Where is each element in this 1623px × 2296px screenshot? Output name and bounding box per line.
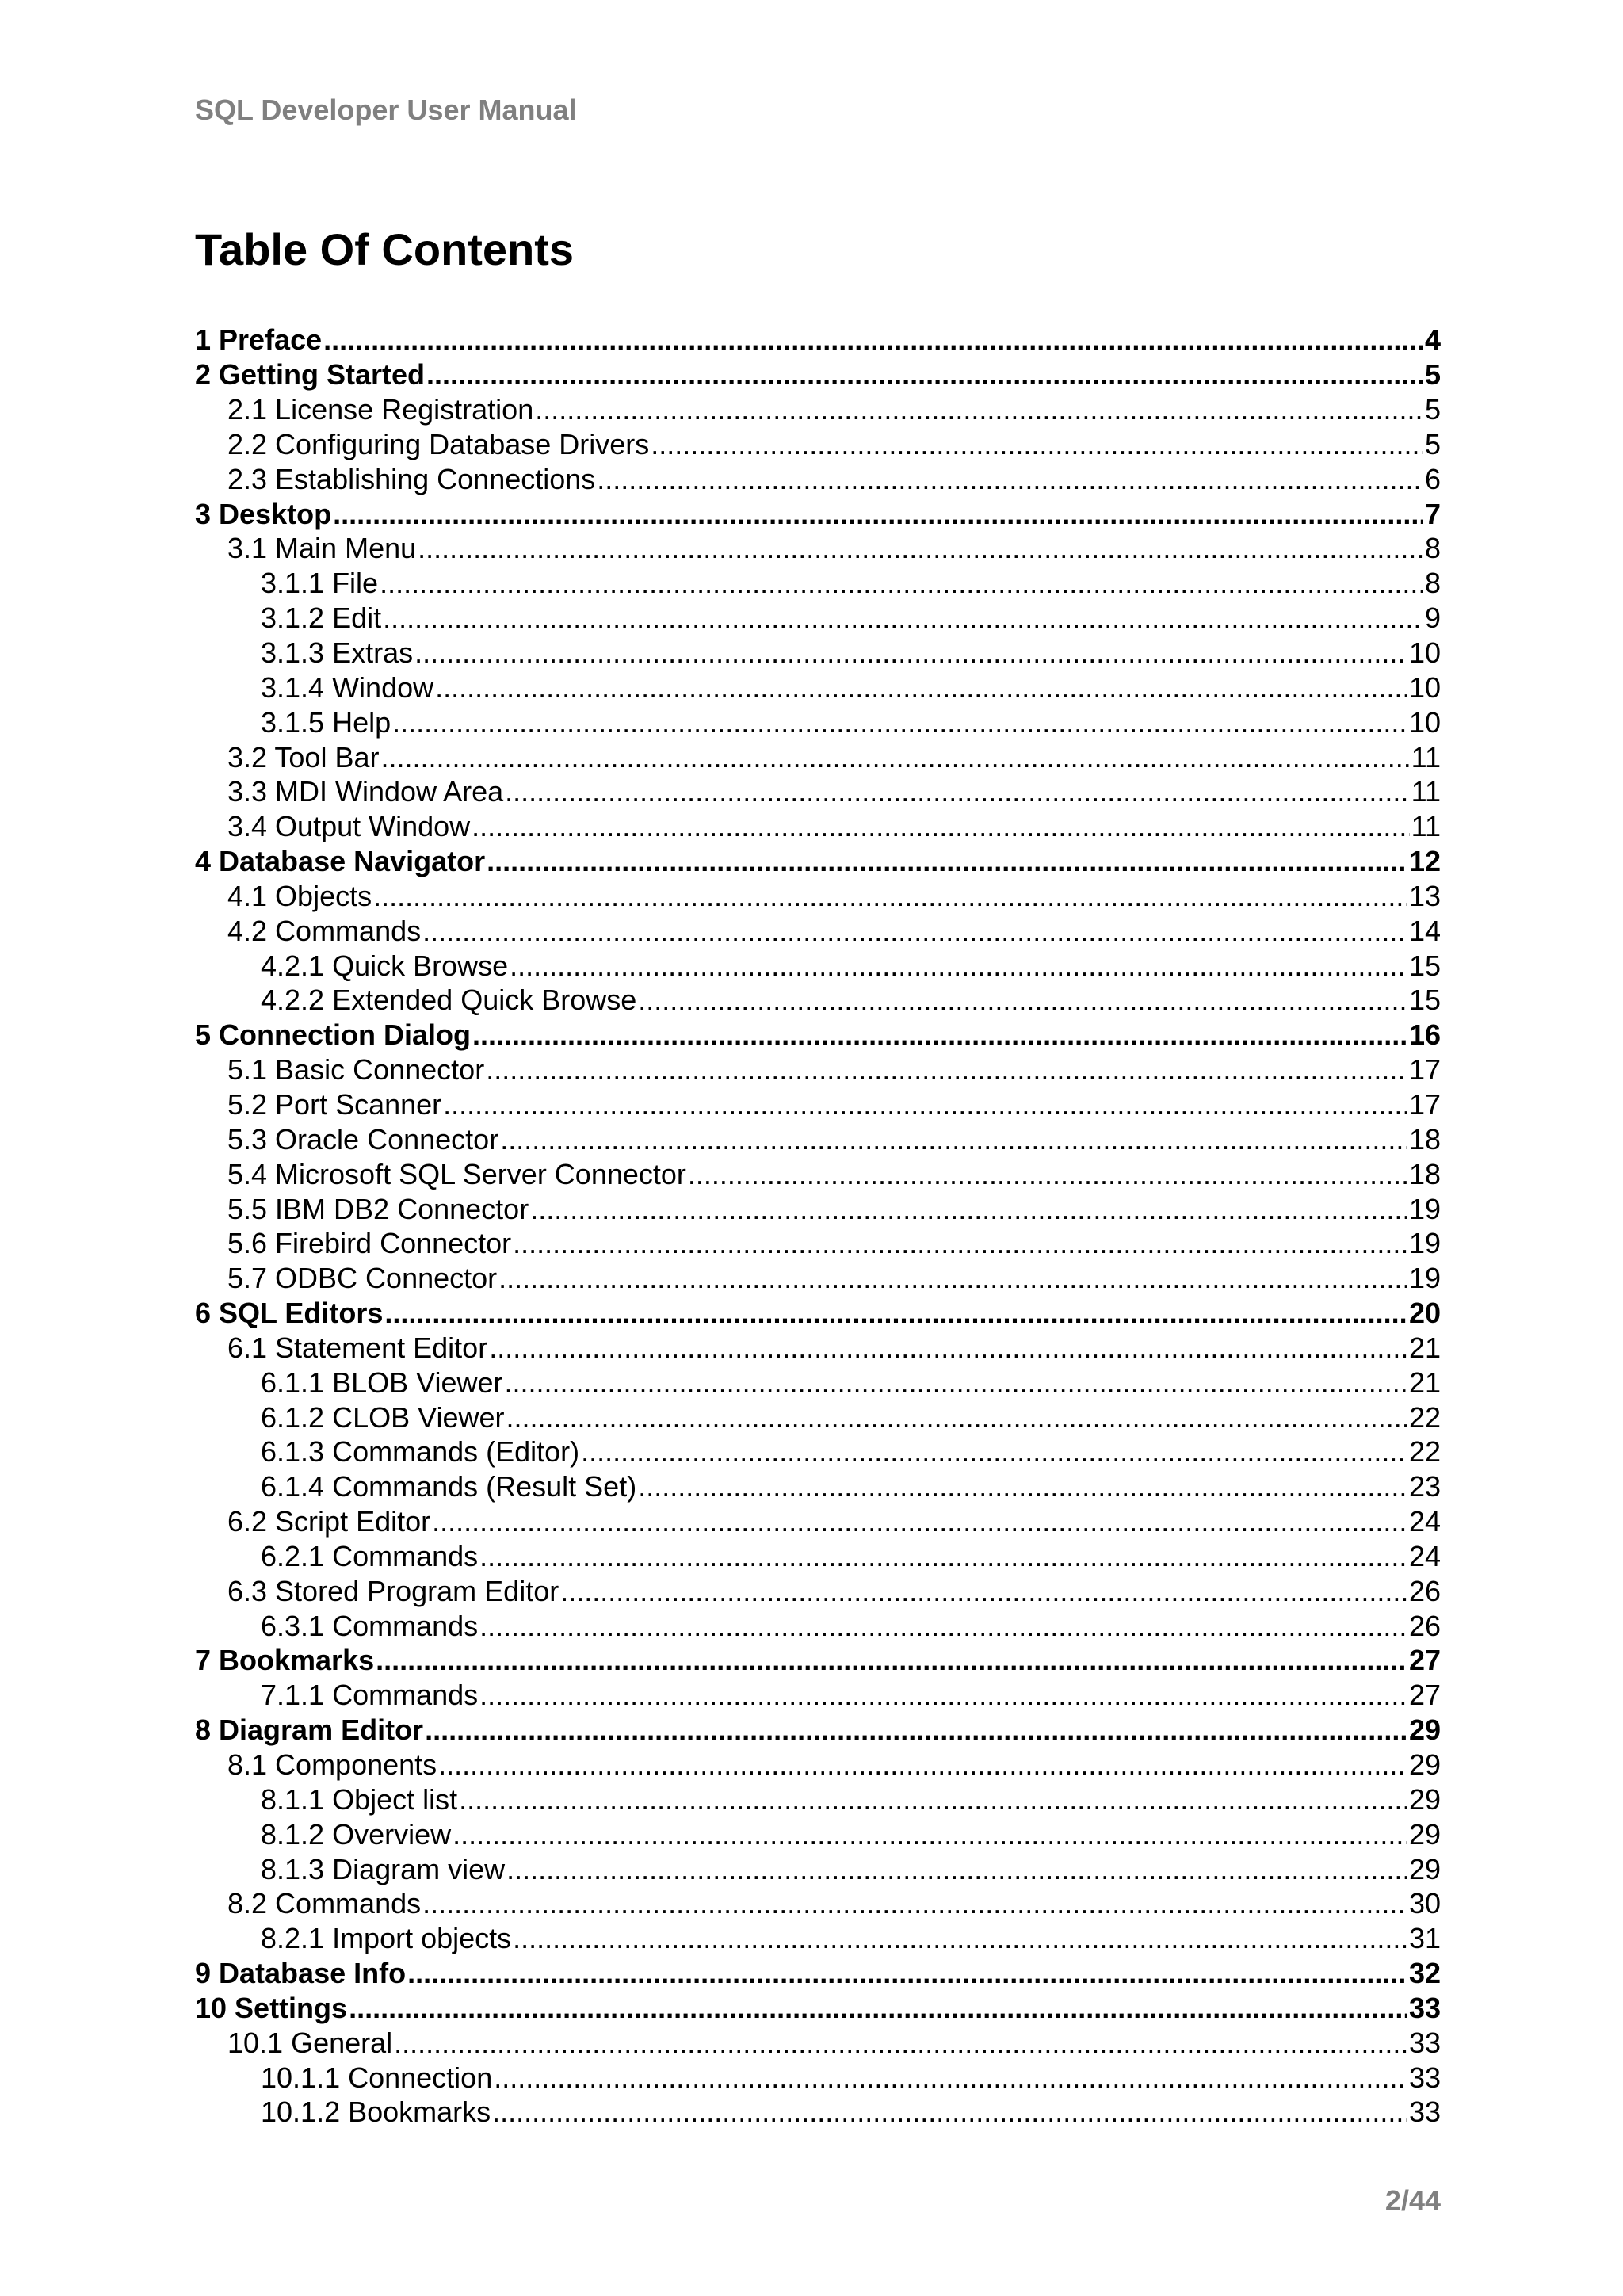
toc-dot-leader — [506, 1852, 1407, 1886]
toc-entry[interactable] — [195, 1018, 1441, 1052]
toc-entry-label: 3.1.3 Extras — [261, 636, 414, 670]
toc-entry-label: 6.2.1 Commands — [261, 1539, 479, 1572]
toc-entry-label: 5.1 Basic Connector — [227, 1053, 485, 1087]
toc-entry[interactable] — [195, 1956, 1441, 1991]
toc-entry-label: 3.1.2 Edit — [261, 602, 382, 635]
toc-entry-page: 33 — [1408, 1991, 1441, 2024]
toc-entry[interactable] — [195, 2060, 1441, 2095]
toc-entry[interactable] — [195, 1539, 1441, 1574]
toc-dot-leader — [505, 774, 1409, 808]
toc-dot-leader — [425, 1713, 1407, 1747]
toc-entry[interactable] — [195, 1121, 1441, 1156]
toc-entry-label: 6.3 Stored Program Editor — [227, 1574, 559, 1607]
toc-entry-page: 17 — [1408, 1087, 1441, 1121]
toc-entry[interactable] — [195, 2025, 1441, 2060]
toc-entry-page: 26 — [1408, 1574, 1441, 1607]
toc-entry-page: 14 — [1408, 914, 1441, 947]
toc-dot-leader — [498, 1261, 1407, 1295]
toc-entry[interactable] — [195, 1330, 1441, 1365]
toc-dot-leader — [506, 1400, 1407, 1435]
toc-entry-page: 22 — [1408, 1400, 1441, 1434]
toc-dot-leader — [513, 1226, 1407, 1260]
toc-entry-label: 4 Database Navigator — [195, 845, 486, 878]
toc-entry-label: 6.1.1 BLOB Viewer — [261, 1366, 503, 1399]
toc-entry-label: 3.2 Tool Bar — [227, 740, 380, 774]
toc-entry[interactable] — [195, 1156, 1441, 1191]
toc-entry-page: 33 — [1408, 2061, 1441, 2094]
toc-entry-label: 3.1.5 Help — [261, 705, 391, 739]
toc-dot-leader — [407, 1956, 1407, 1990]
toc-dot-leader — [486, 1052, 1407, 1087]
toc-entry-page: 33 — [1408, 2095, 1441, 2129]
toc-entry[interactable] — [195, 809, 1441, 844]
toc-entry[interactable] — [195, 844, 1441, 879]
toc-entry[interactable] — [195, 1748, 1441, 1782]
toc-entry-label: 10.1 General — [227, 2026, 393, 2059]
toc-entry-page: 15 — [1408, 984, 1441, 1017]
toc-entry-page: 30 — [1408, 1887, 1441, 1920]
toc-entry-label: 4.2.2 Extended Quick Browse — [261, 984, 637, 1017]
toc-entry-page: 4 — [1424, 323, 1441, 357]
toc-entry-page: 10 — [1408, 705, 1441, 739]
toc-entry-page: 19 — [1408, 1227, 1441, 1260]
toc-dot-leader — [380, 740, 1409, 774]
toc-entry[interactable] — [195, 1921, 1441, 1956]
toc-dot-leader — [638, 1469, 1407, 1503]
toc-dot-leader — [472, 809, 1409, 843]
toc-entry-page: 31 — [1408, 1922, 1441, 1955]
toc-entry-page: 9 — [1424, 602, 1441, 635]
toc-entry[interactable] — [195, 1191, 1441, 1226]
toc-dot-leader — [392, 705, 1407, 739]
toc-entry[interactable] — [195, 1782, 1441, 1817]
toc-dot-leader — [376, 1643, 1407, 1677]
toc-entry[interactable] — [195, 1087, 1441, 1122]
toc-entry-page: 22 — [1408, 1435, 1441, 1469]
toc-entry[interactable] — [195, 774, 1441, 809]
toc-dot-leader — [438, 1748, 1407, 1782]
toc-entry-label: 2.2 Configuring Database Drivers — [227, 427, 650, 460]
toc-dot-leader — [510, 949, 1407, 983]
toc-entry-label: 8.1 Components — [227, 1748, 437, 1782]
toc-entry[interactable] — [195, 913, 1441, 948]
toc-dot-leader — [422, 914, 1407, 948]
toc-entry-page: 11 — [1411, 740, 1441, 774]
toc-entry-label: 6.3.1 Commands — [261, 1609, 479, 1642]
toc-entry[interactable] — [195, 1713, 1441, 1748]
toc-entry-page: 6 — [1424, 462, 1441, 495]
toc-entry-label: 6.1.3 Commands (Editor) — [261, 1435, 580, 1469]
toc-entry-label: 3.1 Main Menu — [227, 532, 417, 565]
toc-dot-leader — [432, 1504, 1407, 1538]
toc-entry-label: 1 Preface — [195, 323, 323, 357]
toc-dot-leader — [535, 392, 1423, 426]
toc-entry-label: 7.1.1 Commands — [261, 1679, 479, 1712]
toc-entry-label: 5.2 Port Scanner — [227, 1087, 442, 1121]
toc-entry[interactable] — [195, 392, 1441, 427]
toc-entry[interactable] — [195, 670, 1441, 705]
toc-entry-page: 13 — [1408, 879, 1441, 912]
toc-dot-leader — [426, 357, 1423, 392]
toc-entry[interactable] — [195, 1469, 1441, 1504]
toc-entry-label: 2.3 Establishing Connections — [227, 462, 596, 495]
toc-dot-leader — [479, 1539, 1407, 1573]
toc-entry-label: 4.1 Objects — [227, 879, 372, 912]
toc-entry-page: 21 — [1408, 1331, 1441, 1364]
toc-entry-label: 5.4 Microsoft SQL Server Connector — [227, 1157, 686, 1190]
toc-entry[interactable] — [195, 357, 1441, 392]
toc-dot-leader — [443, 1087, 1407, 1121]
toc-entry-page: 11 — [1411, 775, 1441, 808]
toc-dot-leader — [513, 1921, 1407, 1955]
toc-entry[interactable] — [195, 1608, 1441, 1643]
toc-entry-label: 9 Database Info — [195, 1957, 407, 1990]
toc-entry-page: 29 — [1408, 1748, 1441, 1782]
toc-entry-page: 5 — [1424, 427, 1441, 460]
toc-entry-label: 8.1.2 Overview — [261, 1817, 452, 1851]
toc-dot-leader — [479, 1678, 1407, 1712]
toc-entry[interactable] — [195, 1991, 1441, 2026]
toc-entry-label: 5.5 IBM DB2 Connector — [227, 1192, 529, 1225]
toc-dot-leader — [492, 2095, 1407, 2129]
toc-entry-page: 16 — [1408, 1018, 1441, 1052]
toc-entry-page: 33 — [1408, 2026, 1441, 2059]
toc-dot-leader — [494, 2061, 1407, 2095]
toc-entry[interactable] — [195, 566, 1441, 601]
toc-dot-leader — [505, 1366, 1407, 1400]
toc-dot-leader — [638, 983, 1407, 1017]
toc-entry-label: 6 SQL Editors — [195, 1297, 384, 1330]
toc-entry-label: 3.1.4 Window — [261, 670, 434, 704]
toc-entry[interactable] — [195, 983, 1441, 1018]
toc-dot-leader — [530, 1192, 1407, 1226]
toc-entry-label: 5.3 Oracle Connector — [227, 1122, 499, 1156]
toc-entry[interactable] — [195, 601, 1441, 636]
toc-entry-page: 5 — [1424, 393, 1441, 426]
toc-entry-page: 29 — [1408, 1817, 1441, 1851]
toc-entry-label: 8.1.1 Object list — [261, 1782, 458, 1816]
toc-entry-label: 3.4 Output Window — [227, 810, 471, 843]
toc-entry-label: 6.2 Script Editor — [227, 1505, 431, 1538]
toc-entry-page: 7 — [1424, 497, 1441, 530]
toc-dot-leader — [453, 1817, 1407, 1851]
toc-entry-label: 2.1 License Registration — [227, 393, 534, 426]
toc-entry-page: 10 — [1408, 636, 1441, 670]
toc-entry-page: 23 — [1408, 1470, 1441, 1503]
toc-entry-label: 8.1.3 Diagram view — [261, 1852, 506, 1885]
toc-entry[interactable] — [195, 531, 1441, 566]
toc-entry-page: 29 — [1408, 1782, 1441, 1816]
toc-entry-page: 24 — [1408, 1539, 1441, 1572]
toc-dot-leader — [349, 1991, 1407, 2025]
toc-entry-page: 17 — [1408, 1053, 1441, 1087]
toc-entry-page: 27 — [1408, 1679, 1441, 1712]
toc-dot-leader — [489, 1331, 1407, 1365]
toc-entry-label: 3.3 MDI Window Area — [227, 775, 504, 808]
toc-entry-page: 8 — [1424, 567, 1441, 600]
toc-entry-page: 24 — [1408, 1505, 1441, 1538]
toc-entry-page: 29 — [1408, 1713, 1441, 1747]
toc-entry-label: 6.1.2 CLOB Viewer — [261, 1400, 505, 1434]
toc-entry-page: 26 — [1408, 1609, 1441, 1642]
toc-dot-leader — [688, 1157, 1407, 1191]
toc-entry-page: 5 — [1424, 358, 1441, 392]
toc-entry-page: 21 — [1408, 1366, 1441, 1399]
toc-entry-label: 10.1.2 Bookmarks — [261, 2095, 491, 2129]
toc-entry-page: 15 — [1408, 949, 1441, 982]
toc-entry[interactable] — [195, 879, 1441, 914]
toc-dot-leader — [472, 1018, 1407, 1052]
toc-dot-leader — [373, 879, 1407, 913]
toc-entry[interactable] — [195, 1573, 1441, 1608]
toc-entry[interactable] — [195, 427, 1441, 462]
toc-entry-label: 5 Connection Dialog — [195, 1018, 472, 1052]
toc-entry-label: 3.1.1 File — [261, 567, 379, 600]
toc-entry-page: 18 — [1408, 1122, 1441, 1156]
document-header: SQL Developer User Manual — [195, 94, 577, 126]
toc-entry-label: 6.1.4 Commands (Result Set) — [261, 1470, 637, 1503]
toc-entry[interactable] — [195, 1400, 1441, 1435]
toc-entry-page: 18 — [1408, 1157, 1441, 1190]
toc-dot-leader — [651, 427, 1423, 461]
toc-dot-leader — [418, 531, 1423, 565]
toc-entry[interactable] — [195, 1435, 1441, 1469]
toc-dot-leader — [479, 1609, 1407, 1643]
toc-dot-leader — [384, 1296, 1407, 1330]
toc-entry[interactable] — [195, 1643, 1441, 1678]
toc-entry-label: 10 Settings — [195, 1991, 348, 2024]
toc-dot-leader — [487, 844, 1407, 878]
toc-dot-leader — [500, 1122, 1407, 1156]
toc-entry[interactable] — [195, 1504, 1441, 1539]
toc-entry[interactable] — [195, 1052, 1441, 1087]
toc-entry[interactable] — [195, 705, 1441, 739]
page-number: 2/44 — [1384, 2184, 1441, 2217]
toc-entry-label: 8 Diagram Editor — [195, 1713, 424, 1747]
toc-entry[interactable] — [195, 1296, 1441, 1331]
toc-entry[interactable] — [195, 1817, 1441, 1851]
toc-dot-leader — [459, 1782, 1407, 1817]
toc-entry[interactable] — [195, 1886, 1441, 1921]
toc-entry-page: 32 — [1408, 1957, 1441, 1990]
toc-entry-page: 20 — [1408, 1297, 1441, 1330]
toc-title: Table Of Contents — [195, 224, 575, 274]
toc-entry-page: 8 — [1424, 532, 1441, 565]
toc-entry-label: 4.2.1 Quick Browse — [261, 949, 509, 982]
toc-entry-label: 4.2 Commands — [227, 914, 422, 947]
toc-dot-leader — [333, 497, 1423, 531]
toc-dot-leader — [597, 462, 1423, 496]
toc-entry-label: 2 Getting Started — [195, 358, 426, 392]
toc-entry-page: 11 — [1411, 810, 1441, 843]
toc-dot-leader — [435, 670, 1407, 705]
toc-dot-leader — [581, 1435, 1407, 1469]
toc-entry-label: 5.6 Firebird Connector — [227, 1227, 512, 1260]
toc-entry[interactable] — [195, 739, 1441, 774]
toc-dot-leader — [560, 1574, 1407, 1608]
toc-dot-leader — [383, 601, 1423, 635]
toc-entry-page: 19 — [1408, 1262, 1441, 1295]
toc-entry[interactable] — [195, 636, 1441, 670]
toc-entry-page: 19 — [1408, 1192, 1441, 1225]
toc-entry-label: 10.1.1 Connection — [261, 2061, 493, 2094]
toc-dot-leader — [394, 2026, 1407, 2060]
toc-entry[interactable] — [195, 2095, 1441, 2130]
toc-dot-leader — [414, 636, 1407, 670]
toc-entry-page: 27 — [1408, 1644, 1441, 1677]
toc-entry[interactable] — [195, 1678, 1441, 1713]
toc-dot-leader — [422, 1886, 1407, 1920]
toc-dot-leader — [380, 566, 1423, 600]
toc-entry-label: 8.2.1 Import objects — [261, 1922, 512, 1955]
toc-entry[interactable] — [195, 1261, 1441, 1296]
toc-entry[interactable] — [195, 1226, 1441, 1261]
toc-entry[interactable] — [195, 1365, 1441, 1400]
toc-entry-label: 7 Bookmarks — [195, 1644, 375, 1677]
toc-list — [195, 323, 1441, 2130]
toc-entry-label: 8.2 Commands — [227, 1887, 422, 1920]
toc-entry-label: 3 Desktop — [195, 497, 332, 530]
toc-entry[interactable] — [195, 1851, 1441, 1886]
toc-entry-page: 10 — [1408, 670, 1441, 704]
toc-entry[interactable] — [195, 496, 1441, 531]
toc-entry[interactable] — [195, 323, 1441, 357]
toc-entry[interactable] — [195, 948, 1441, 983]
toc-entry-page: 29 — [1408, 1852, 1441, 1885]
toc-dot-leader — [323, 323, 1423, 357]
toc-entry-page: 12 — [1408, 845, 1441, 878]
toc-entry[interactable] — [195, 461, 1441, 496]
toc-entry-label: 5.7 ODBC Connector — [227, 1262, 498, 1295]
toc-entry-label: 6.1 Statement Editor — [227, 1331, 488, 1364]
